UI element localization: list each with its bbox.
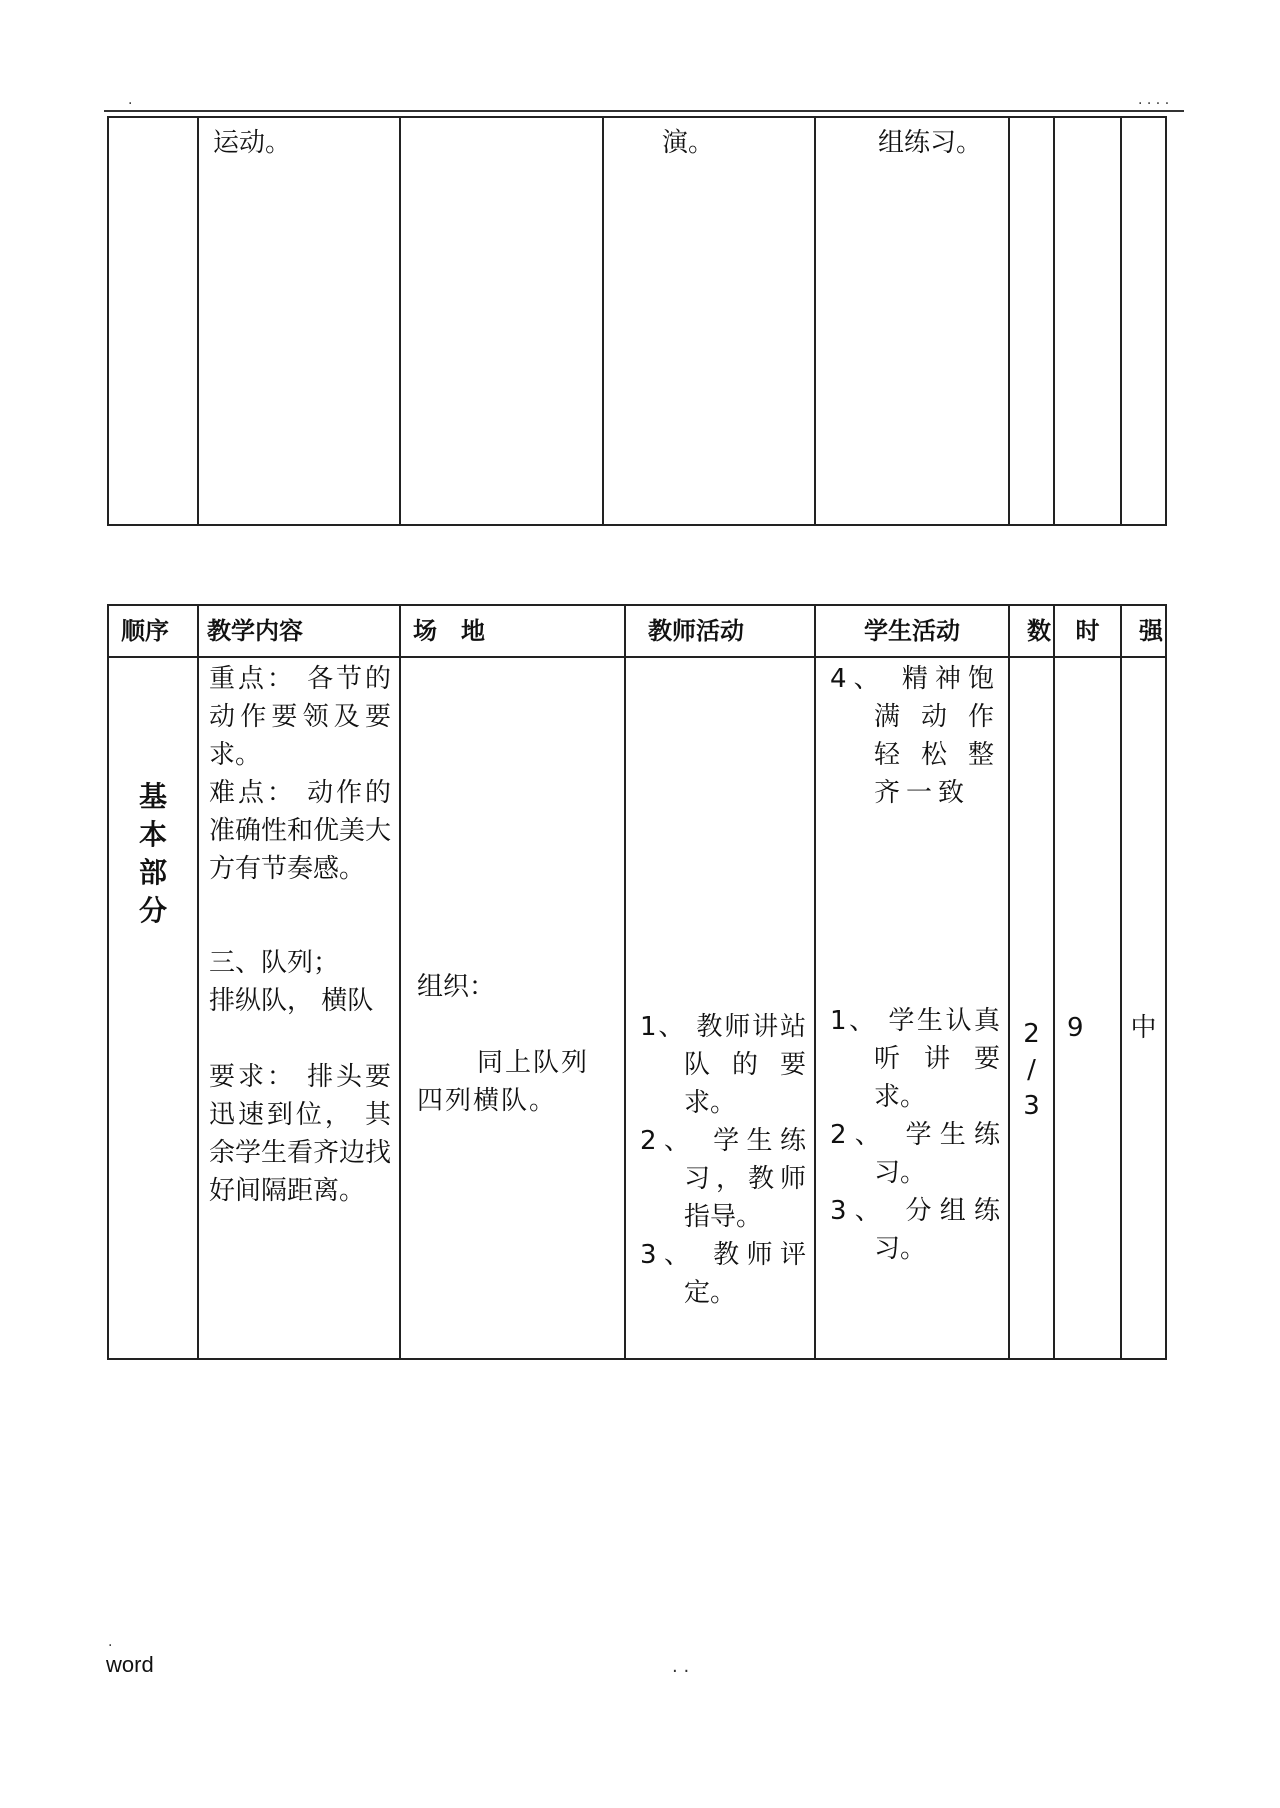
org-detail: 同上队列四列横队。 (417, 1048, 590, 1116)
student-cell (815, 657, 1009, 1359)
cont-content-cell (198, 117, 400, 525)
key-point: 重点： 各节的动作要领及要求。 (209, 664, 391, 770)
header-venue: 场 地 (400, 605, 625, 657)
section-cell (108, 657, 198, 1359)
header-order: 顺序 (108, 605, 198, 657)
cont-student-text: 组练习。 (878, 128, 983, 158)
teacher-step-1: 1、 教师讲站队的要求。 (640, 1012, 806, 1118)
time-value: 9 (1067, 1013, 1084, 1043)
cont-student-cell (815, 117, 1009, 525)
continued-table (107, 116, 1167, 526)
student-step-1: 1、 学生认真听讲要求。 (830, 1006, 1000, 1112)
intensity-value: 中 (1130, 1013, 1157, 1043)
table-header-row (108, 605, 1166, 657)
header-intensity: 强 (1121, 605, 1166, 657)
intensity-cell (1121, 657, 1166, 1359)
header-teacher: 教师活动 (625, 605, 815, 657)
header-right-mark: . . . . (1138, 92, 1170, 108)
time-cell (1054, 657, 1121, 1359)
cont-teacher-cell (603, 117, 815, 525)
requirement: 要求： 排头要迅速到位， 其余学生看齐边找好间隔距离。 (209, 1062, 392, 1206)
header-rule (104, 110, 1184, 112)
lesson-table (107, 604, 1167, 1360)
teacher-step-3: 3、 教师评定。 (640, 1240, 806, 1308)
content-cell (198, 657, 400, 1359)
teacher-step-2: 2、 学生练习，教师指导。 (640, 1126, 806, 1232)
header-time: 时 (1054, 605, 1121, 657)
student-step-2: 2、 学生练习。 (830, 1120, 1000, 1188)
footer-dot: . (108, 1634, 113, 1650)
student-note: 4、 精神饱满动作轻松整齐一致 (830, 664, 1000, 808)
difficulty: 难点： 动作的准确性和优美大方有节奏感。 (209, 778, 392, 884)
count-cell (1009, 657, 1054, 1359)
cont-count-cell (1009, 117, 1054, 525)
footer-word: word (106, 1652, 154, 1677)
item-detail: 排纵队， 横队 (209, 986, 374, 1016)
cont-time-cell (1054, 117, 1121, 525)
count-value: 2 / 3 (1023, 1019, 1040, 1121)
header-student: 学生活动 (815, 605, 1009, 657)
header-left-mark: . (128, 92, 133, 108)
cont-teacher-text: 演。 (662, 128, 715, 158)
item-title: 三、队列； (209, 948, 340, 978)
cont-intensity-cell (1121, 117, 1166, 525)
footer-center-dots: . . (672, 1656, 690, 1677)
student-step-3: 3、 分组练习。 (830, 1196, 1000, 1264)
header-count: 数 (1009, 605, 1054, 657)
table-body-row (108, 657, 1166, 1359)
org-label: 组织： (417, 972, 496, 1002)
cont-order-cell (108, 117, 198, 525)
venue-cell (400, 657, 625, 1359)
section-label: 基 本 部 分 (138, 780, 167, 927)
cont-venue-cell (400, 117, 603, 525)
teacher-cell (625, 657, 815, 1359)
cont-content-text: 运动。 (213, 128, 292, 158)
header-content: 教学内容 (198, 605, 400, 657)
